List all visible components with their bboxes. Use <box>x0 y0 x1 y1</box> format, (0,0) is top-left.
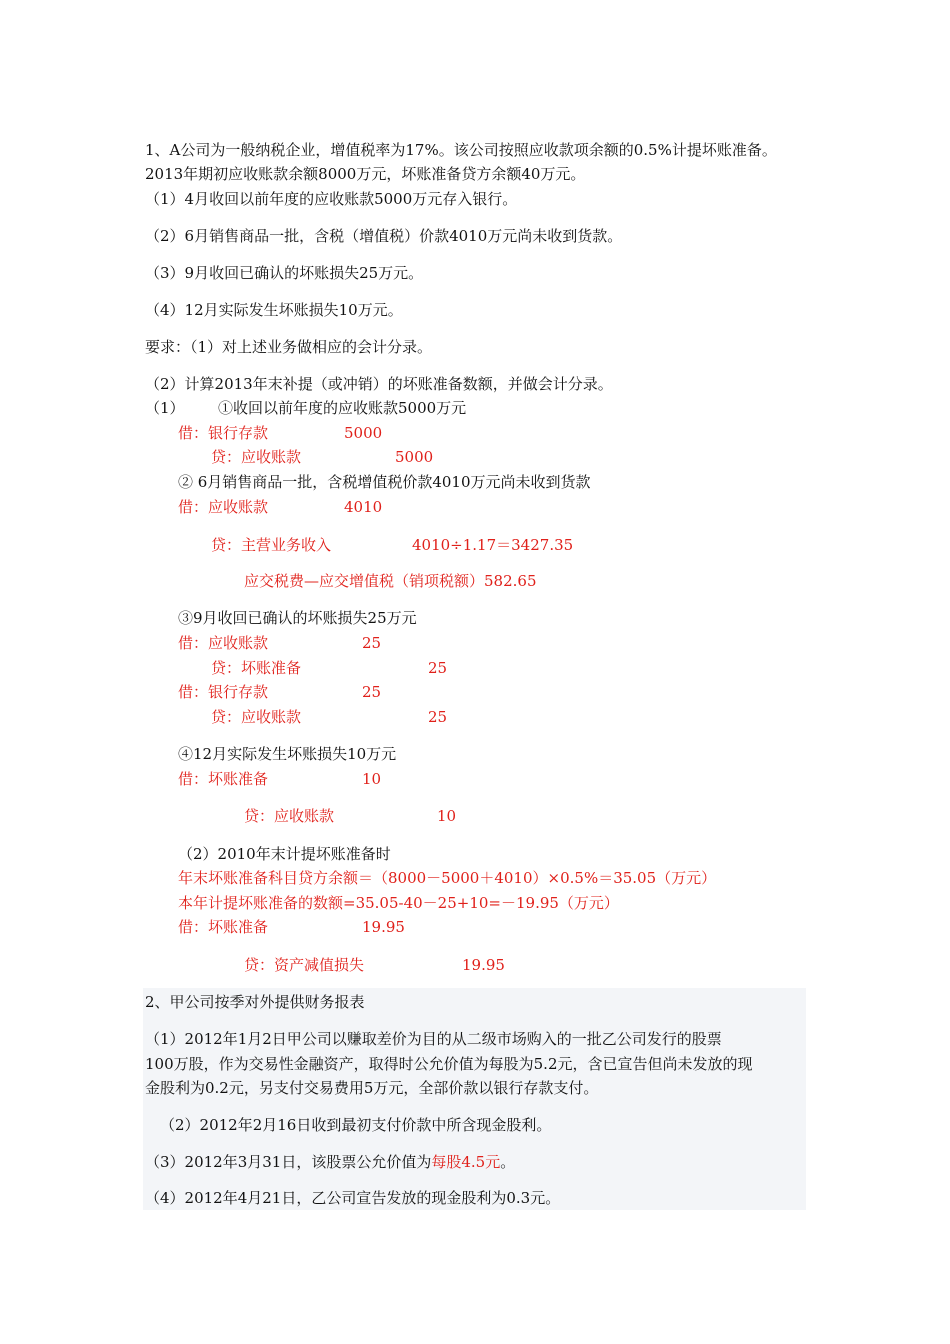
entry-4-debit-account: 借：坏账准备 <box>178 770 269 788</box>
calculation-line-2: 本年计提坏账准备的数额=35.05-40－25+10=－19.95（万元） <box>178 894 619 912</box>
entry-3-credit-amount: 25 <box>428 659 448 677</box>
entry-2-debit-amount: 4010 <box>344 498 383 516</box>
answer-part-1-label: （1） <box>145 399 185 417</box>
entry-4-credit-amount: 10 <box>437 807 457 825</box>
entry-5-credit-amount: 19.95 <box>462 956 505 974</box>
q2-item-3 <box>145 1152 515 1172</box>
q2-item-2: （2）2012年2月16日收到最初支付价款中所含现金股利。 <box>160 1116 552 1134</box>
q1-item-4: （4）12月实际发生坏账损失10万元。 <box>145 301 403 319</box>
entry-4-debit-amount: 10 <box>362 770 382 788</box>
question-2-highlight <box>143 988 806 1210</box>
entry-1-debit-account: 借：银行存款 <box>178 424 269 442</box>
q2-title: 2、甲公司按季对外提供财务报表 <box>145 993 365 1011</box>
q1-intro-line2: 2013年期初应收账款余额8000万元，坏账准备贷方余额40万元。 <box>145 165 586 183</box>
entry-3b-debit-amount: 25 <box>362 683 382 701</box>
q1-item-1: （1）4月收回以前年度的应收账款5000万元存入银行。 <box>145 190 518 208</box>
entry-2-debit-account: 借：应收账款 <box>178 498 269 516</box>
entry-3-debit-amount: 25 <box>362 634 382 652</box>
entry-5-debit-amount: 19.95 <box>362 918 405 936</box>
entry-2-credit-account: 贷：主营业务收入 <box>211 536 332 554</box>
q2-item-3-highlight: 每股4.5元 <box>431 1153 501 1171</box>
entry-5-credit-account: 贷：资产减值损失 <box>244 956 365 974</box>
q1-intro-line1: 1、A公司为一般纳税企业，增值税率为17%。该公司按照应收款项余额的0.5%计提坏账准备。 <box>145 141 777 159</box>
entry-1-credit-account: 贷：应收账款 <box>211 448 302 466</box>
entry-3b-debit-account: 借：银行存款 <box>178 683 269 701</box>
q2-item-1-line1: （1）2012年1月2日甲公司以赚取差价为目的从二级市场购入的一批乙公司发行的股票 <box>145 1030 722 1048</box>
entry-4-credit-account: 贷：应收账款 <box>244 807 335 825</box>
q2-item-3-text: （3）2012年3月31日，该股票公允价值为 <box>145 1153 432 1171</box>
q2-item-3-end: 。 <box>500 1153 516 1171</box>
answer-step-2: ② 6月销售商品一批，含税增值税价款4010万元尚未收到货款 <box>178 473 591 491</box>
entry-3b-credit-amount: 25 <box>428 708 448 726</box>
answer-step-4: ④12月实际发生坏账损失10万元 <box>178 745 397 763</box>
entry-3-credit-account: 贷：坏账准备 <box>211 659 302 677</box>
q2-item-1-line3: 金股利为0.2元，另支付交易费用5万元，全部价款以银行存款支付。 <box>145 1079 599 1097</box>
entry-2-vat-line: 应交税费—应交增值税（销项税额）582.65 <box>244 572 537 590</box>
q2-item-4: （4）2012年4月21日，乙公司宣告发放的现金股利为0.3元。 <box>145 1189 561 1207</box>
entry-3b-credit-account: 贷：应收账款 <box>211 708 302 726</box>
q1-item-3: （3）9月收回已确认的坏账损失25万元。 <box>145 264 424 282</box>
q1-item-2: （2）6月销售商品一批，含税（增值税）价款4010万元尚未收到货款。 <box>145 227 623 245</box>
entry-1-debit-amount: 5000 <box>344 424 383 442</box>
entry-1-credit-amount: 5000 <box>395 448 434 466</box>
entry-3-debit-account: 借：应收账款 <box>178 634 269 652</box>
entry-2-credit-amount: 4010÷1.17＝3427.35 <box>412 536 574 554</box>
entry-5-debit-account: 借：坏账准备 <box>178 918 269 936</box>
calculation-line-1: 年末坏账准备科目贷方余额＝（8000－5000＋4010）×0.5%＝35.05（万元） <box>178 869 717 887</box>
answer-step-3: ③9月收回已确认的坏账损失25万元 <box>178 609 417 627</box>
q2-item-1-line2: 100万股，作为交易性金融资产，取得时公允价值为每股为5.2元，含已宣告但尚未发放的现 <box>145 1055 753 1073</box>
q1-requirement-2: （2）计算2013年末补提（或冲销）的坏账准备数额，并做会计分录。 <box>145 375 613 393</box>
answer-part-2-title: （2）2010年末计提坏账准备时 <box>178 845 391 863</box>
answer-step-1: ①收回以前年度的应收账款5000万元 <box>218 399 467 417</box>
q1-requirement-1: 要求：（1）对上述业务做相应的会计分录。 <box>145 338 433 356</box>
